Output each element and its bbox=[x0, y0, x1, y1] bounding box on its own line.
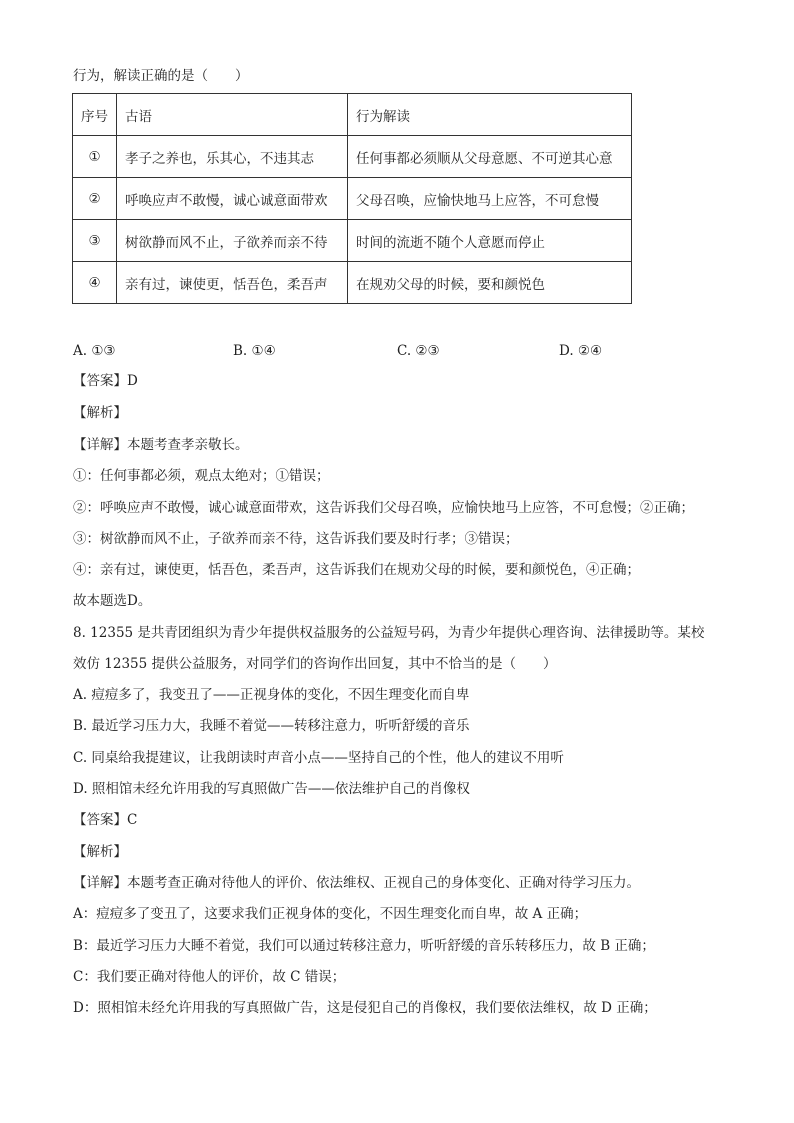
question-8-option-a: A. 痘痘多了，我变丑了——正视身体的变化，不因生理变化而自卑 bbox=[73, 687, 470, 703]
question-7-options bbox=[73, 343, 673, 361]
question-7-answer: 【答案】D bbox=[73, 373, 138, 389]
proverb-table bbox=[72, 93, 632, 304]
question-8-stem-continued: 效仿 12355 提供公益服务，对同学们的咨询作出回复，其中不恰当的是（ ） bbox=[73, 656, 557, 672]
row-interpretation: 时间的流逝不随个人意愿而停止 bbox=[348, 220, 632, 262]
row-number: ③ bbox=[73, 220, 117, 262]
option-b: B. ①④ bbox=[233, 343, 276, 359]
question-8-point: C：我们要正确对待他人的评价，故 C 错误； bbox=[73, 969, 346, 985]
option-d: D. ②④ bbox=[559, 343, 603, 359]
question-8-analysis-label: 【解析】 bbox=[73, 844, 127, 860]
row-interpretation: 父母召唤，应愉快地马上应答，不可怠慢 bbox=[348, 178, 632, 220]
question-7-intro: 行为，解读正确的是（ ） bbox=[73, 68, 249, 84]
question-7-analysis-label: 【解析】 bbox=[73, 405, 127, 421]
row-number: ④ bbox=[73, 262, 117, 304]
question-8-detail: 【详解】本题考查正确对待他人的评价、依法维权、正视自己的身体变化、正确对待学习压力。 bbox=[73, 875, 640, 891]
question-7-conclusion: 故本题选D。 bbox=[73, 593, 152, 609]
row-proverb: 呼唤应声不敢慢，诚心诚意面带欢 bbox=[117, 178, 348, 220]
header-proverb: 古语 bbox=[117, 94, 348, 136]
question-8-option-d: D. 照相馆未经允许用我的写真照做广告——依法维护自己的肖像权 bbox=[73, 781, 470, 797]
row-proverb: 树欲静而风不止，子欲养而亲不待 bbox=[117, 220, 348, 262]
table-row bbox=[73, 262, 632, 304]
row-number: ① bbox=[73, 136, 117, 178]
question-7-point: ①：任何事都必须，观点太绝对；①错误； bbox=[73, 468, 330, 484]
header-number: 序号 bbox=[73, 94, 117, 136]
question-8-point: A：痘痘多了变丑了，这要求我们正视身体的变化，不因生理变化而自卑，故 A 正确； bbox=[73, 906, 588, 922]
question-8-point: D：照相馆未经允许用我的写真照做广告，这是侵犯自己的肖像权，我们要依法维权，故 D 正确； bbox=[73, 1000, 657, 1016]
question-8-stem: 8. 12355 是共青团组织为青少年提供权益服务的公益短号码，为青少年提供心理咨询、法律援助等。某校 bbox=[73, 625, 705, 641]
question-7-point: ②：呼唤应声不敢慢，诚心诚意面带欢，这告诉我们父母召唤，应愉快地马上应答，不可怠慢；②正确； bbox=[73, 500, 694, 516]
question-7-point: ③：树欲静而风不止，子欲养而亲不待，这告诉我们要及时行孝；③错误； bbox=[73, 531, 519, 547]
table-row bbox=[73, 220, 632, 262]
row-proverb: 亲有过，谏使更，恬吾色，柔吾声 bbox=[117, 262, 348, 304]
table-row bbox=[73, 178, 632, 220]
row-interpretation: 在规劝父母的时候，要和颜悦色 bbox=[348, 262, 632, 304]
question-7-point: ④：亲有过，谏使更，恬吾色，柔吾声，这告诉我们在规劝父母的时候，要和颜悦色，④正确； bbox=[73, 562, 640, 578]
question-8-answer: 【答案】C bbox=[73, 812, 138, 828]
row-interpretation: 任何事都必须顺从父母意愿、不可逆其心意 bbox=[348, 136, 632, 178]
option-a: A. ①③ bbox=[73, 343, 116, 359]
question-8-option-b: B. 最近学习压力大，我睡不着觉——转移注意力，听听舒缓的音乐 bbox=[73, 718, 470, 734]
question-8-option-c: C. 同桌给我提建议，让我朗读时声音小点——坚持自己的个性，他人的建议不用听 bbox=[73, 750, 564, 766]
table-header-row bbox=[73, 94, 632, 136]
row-proverb: 孝子之养也，乐其心，不违其志 bbox=[117, 136, 348, 178]
row-number: ② bbox=[73, 178, 117, 220]
header-interpretation: 行为解读 bbox=[348, 94, 632, 136]
question-8-point: B：最近学习压力大睡不着觉，我们可以通过转移注意力，听听舒缓的音乐转移压力，故 B 正确； bbox=[73, 938, 655, 954]
option-c: C. ②③ bbox=[397, 343, 440, 359]
table-row bbox=[73, 136, 632, 178]
question-7-detail: 【详解】本题考查孝亲敬长。 bbox=[73, 437, 249, 453]
